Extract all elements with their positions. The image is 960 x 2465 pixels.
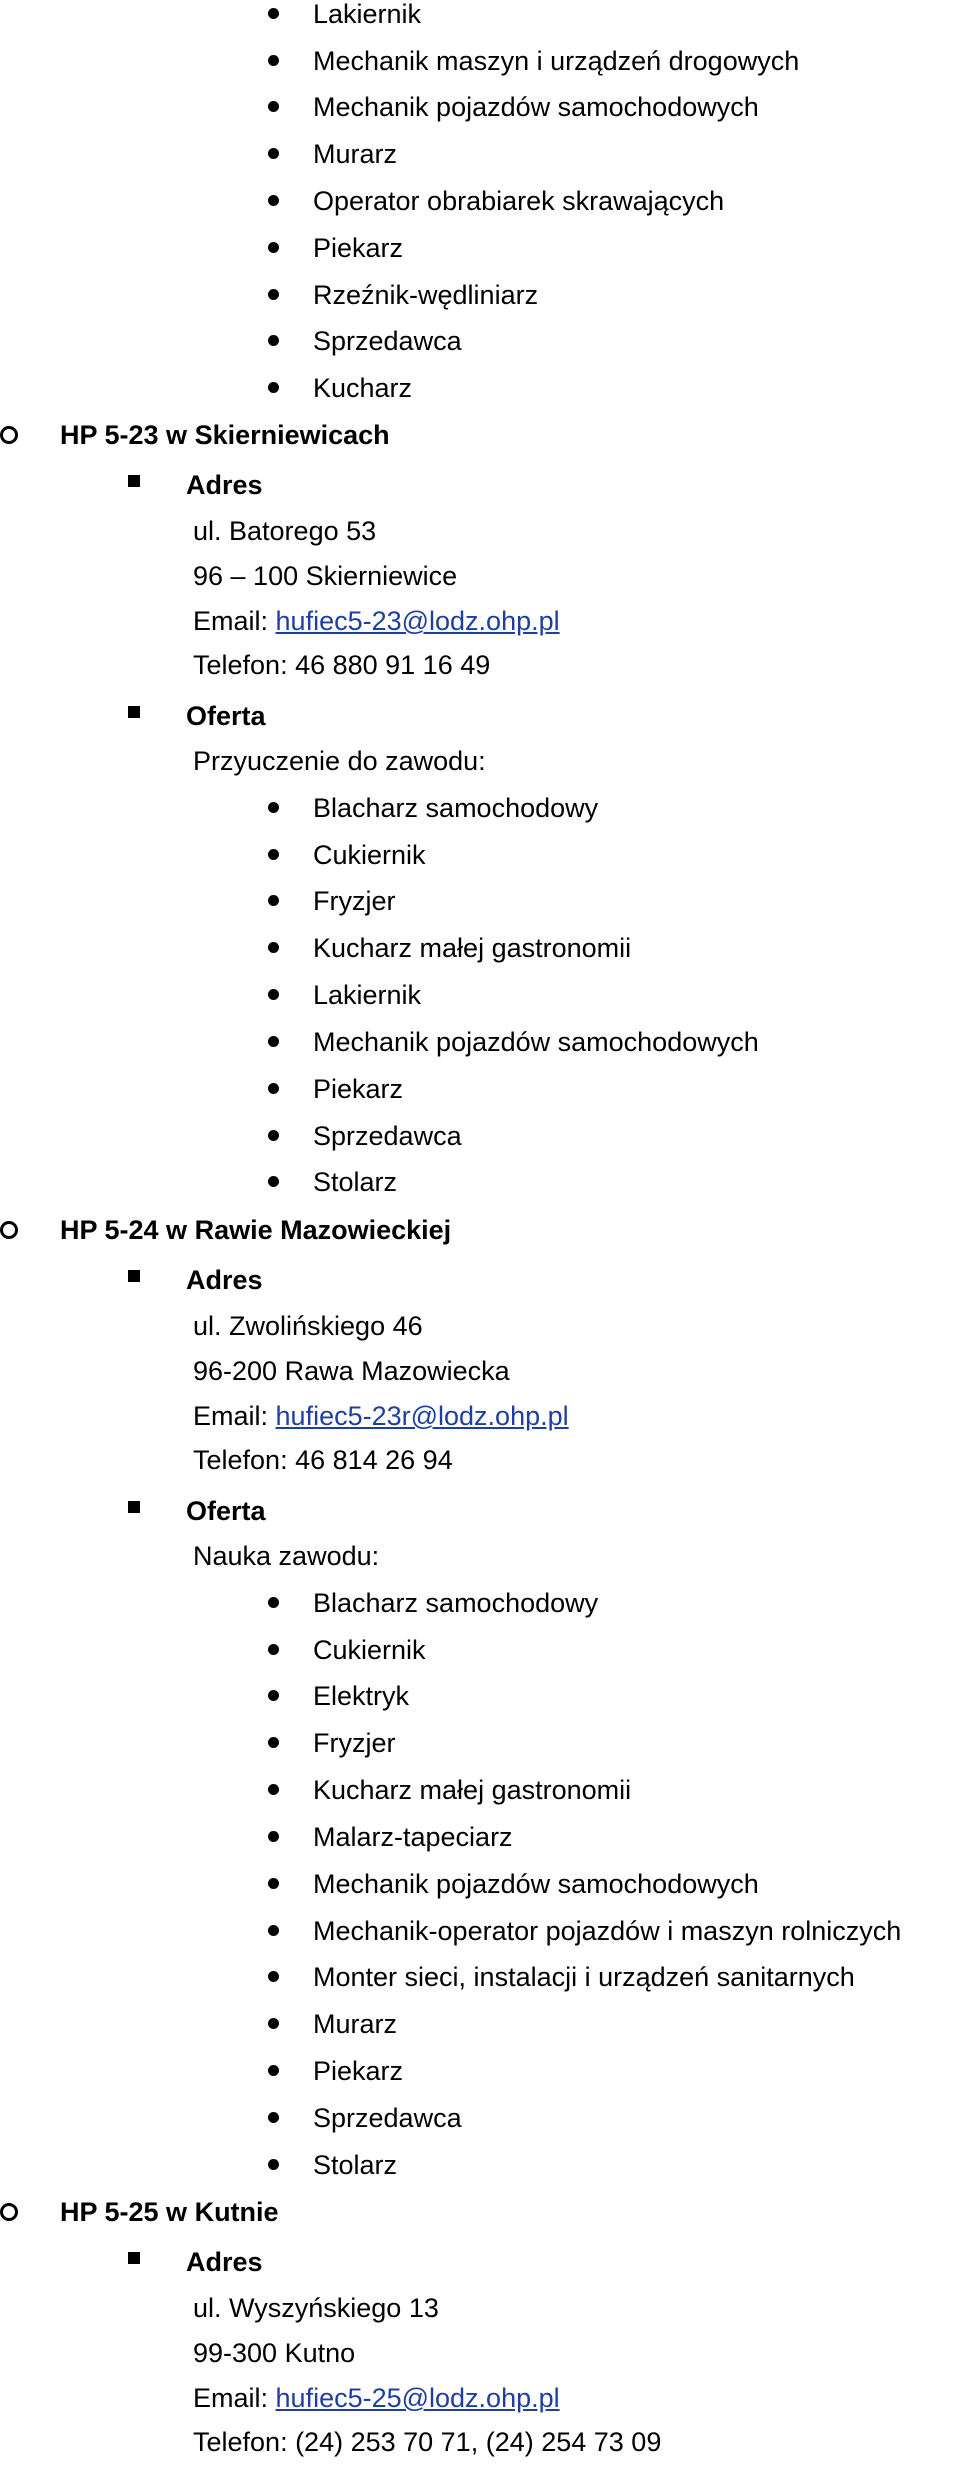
bullet-circle-icon bbox=[0, 412, 40, 444]
bullet-circle-icon bbox=[0, 2189, 40, 2221]
bullet-square-icon bbox=[128, 462, 158, 487]
bullet-dot-icon bbox=[268, 1720, 298, 1748]
email-label: Email: bbox=[193, 1401, 276, 1431]
bullet-dot-icon bbox=[268, 1627, 298, 1655]
bullet-dot-icon bbox=[268, 832, 298, 860]
bullet-dot-icon bbox=[268, 272, 298, 300]
bullet-dot-icon bbox=[268, 178, 298, 206]
bullet-dot-icon bbox=[268, 1019, 298, 1047]
bullet-dot-icon bbox=[268, 878, 298, 906]
bullet-dot-icon bbox=[268, 1580, 298, 1608]
email-link[interactable]: hufiec5-23@lodz.ohp.pl bbox=[275, 606, 560, 636]
bullet-dot-icon bbox=[268, 1767, 298, 1795]
bullet-dot-icon bbox=[268, 972, 298, 1000]
bullet-dot-icon bbox=[268, 1159, 298, 1187]
bullet-dot-icon bbox=[268, 1673, 298, 1701]
bullet-dot-icon bbox=[268, 131, 298, 159]
bullet-dot-icon bbox=[268, 0, 298, 19]
bullet-dot-icon bbox=[268, 1066, 298, 1094]
bullet-dot-icon bbox=[268, 2095, 298, 2123]
email-link[interactable]: hufiec5-25@lodz.ohp.pl bbox=[275, 2383, 560, 2413]
bullet-dot-icon bbox=[268, 1954, 298, 1982]
bullet-dot-icon bbox=[268, 1814, 298, 1842]
bullet-dot-icon bbox=[268, 2001, 298, 2029]
bullet-dot-icon bbox=[268, 365, 298, 393]
bullet-dot-icon bbox=[268, 925, 298, 953]
bullet-dot-icon bbox=[268, 785, 298, 813]
bullet-circle-icon bbox=[0, 1207, 40, 1239]
bullet-square-icon bbox=[128, 1488, 158, 1513]
bullet-dot-icon bbox=[268, 1861, 298, 1889]
email-label: Email: bbox=[193, 606, 276, 636]
email-link[interactable]: hufiec5-23r@lodz.ohp.pl bbox=[275, 1401, 569, 1431]
bullet-dot-icon bbox=[268, 2142, 298, 2170]
bullet-square-icon bbox=[128, 693, 158, 718]
bullet-dot-icon bbox=[268, 1908, 298, 1936]
bullet-square-icon bbox=[128, 1257, 158, 1282]
bullet-dot-icon bbox=[268, 318, 298, 346]
email-label: Email: bbox=[193, 2383, 276, 2413]
bullet-square-icon bbox=[128, 2239, 158, 2264]
bullet-dot-icon bbox=[268, 84, 298, 112]
bullet-dot-icon bbox=[268, 2048, 298, 2076]
bullet-dot-icon bbox=[268, 225, 298, 253]
bullet-dot-icon bbox=[268, 38, 298, 66]
bullet-dot-icon bbox=[268, 1113, 298, 1141]
